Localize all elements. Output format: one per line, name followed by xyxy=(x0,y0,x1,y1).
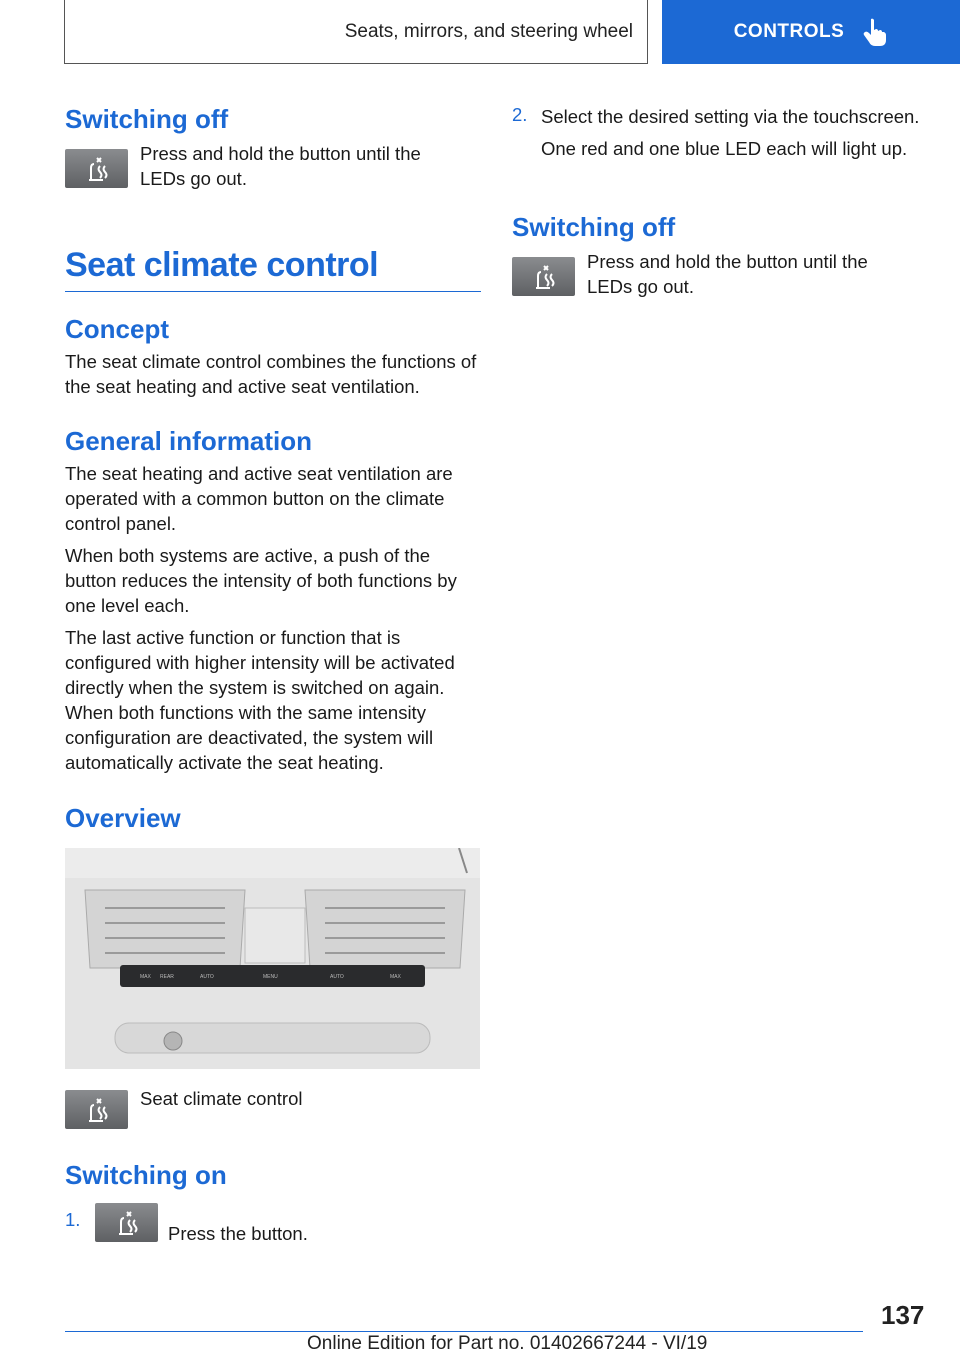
section-title: Seats, mirrors, and steering wheel xyxy=(344,20,633,42)
seat-climate-icon xyxy=(113,1208,141,1238)
seat-climate-button-image xyxy=(95,1203,158,1242)
overview-heading: Overview xyxy=(65,803,181,833)
seat-climate-icon xyxy=(530,262,558,292)
climate-panel-photo xyxy=(65,848,480,1069)
panel-label: MENU xyxy=(263,974,278,980)
edition-text: Online Edition for Part no. 01402667244 - VI/19 xyxy=(307,1333,708,1354)
concept-section xyxy=(65,314,480,399)
switching-off-section xyxy=(65,104,480,191)
page-number: 137 xyxy=(881,1300,925,1330)
panel-label: AUTO xyxy=(330,974,344,980)
step-number: 1. xyxy=(65,1209,81,1230)
panel-label: AUTO xyxy=(200,974,214,980)
seat-climate-button-image xyxy=(512,257,575,296)
panel-label: MAX xyxy=(140,974,151,980)
overview-section xyxy=(65,803,480,834)
main-section xyxy=(65,246,480,292)
seat-climate-button-image xyxy=(65,1090,128,1129)
general-paragraph-3: The last active function or function that is configured with higher intensity will be activated directly when the system is switched on again. When both functions with the same intensity configuration are deactivated, the system will automatically activate the seat heating. xyxy=(65,627,455,773)
switching-off-heading: Switching off xyxy=(65,104,229,134)
general-paragraph-1: The seat heating and active seat ventilation are operated with a common button on the climate control panel. xyxy=(65,463,453,534)
panel-label: MAX xyxy=(390,974,401,980)
switching-on-heading: Switching on xyxy=(65,1160,227,1190)
switching-off-text: Press and hold the button until the LEDs go out. xyxy=(140,143,421,189)
step2-subtext: One red and one blue LED each will light up. xyxy=(541,138,908,159)
general-paragraph-2: When both systems are active, a push of the button reduces the intensity of both functions by one level each. xyxy=(65,545,457,616)
seat-climate-button-image xyxy=(65,149,128,188)
general-heading: General information xyxy=(65,426,313,456)
footer-rule xyxy=(65,1331,863,1332)
step2-text: Select the desired setting via the touchscreen. xyxy=(541,106,920,127)
switching-on-section xyxy=(65,1160,480,1246)
switching-off-text: Press and hold the button until the LEDs go out. xyxy=(587,251,868,297)
chapter-title: CONTROLS xyxy=(733,21,845,42)
concept-text: The seat climate control combines the functions of the seat heating and active seat ventilation. xyxy=(65,351,477,397)
seat-climate-icon xyxy=(83,1095,111,1125)
running-header xyxy=(64,0,648,64)
heading-rule xyxy=(65,291,481,292)
step-number: 2. xyxy=(512,104,528,125)
panel-label: REAR xyxy=(160,974,174,980)
main-heading: Seat climate control xyxy=(65,246,379,284)
overview-caption: Seat climate control xyxy=(140,1088,303,1109)
seat-climate-icon xyxy=(83,154,111,184)
step1-text: Press the button. xyxy=(168,1223,308,1244)
caption-row xyxy=(65,1090,480,1129)
general-section xyxy=(65,426,480,775)
switching-off-heading: Switching off xyxy=(512,212,676,242)
step2-section xyxy=(512,104,922,161)
chapter-tab xyxy=(662,0,960,64)
right-switching-off-section xyxy=(512,212,922,299)
pointing-hand-icon xyxy=(862,17,888,47)
concept-heading: Concept xyxy=(65,314,169,344)
